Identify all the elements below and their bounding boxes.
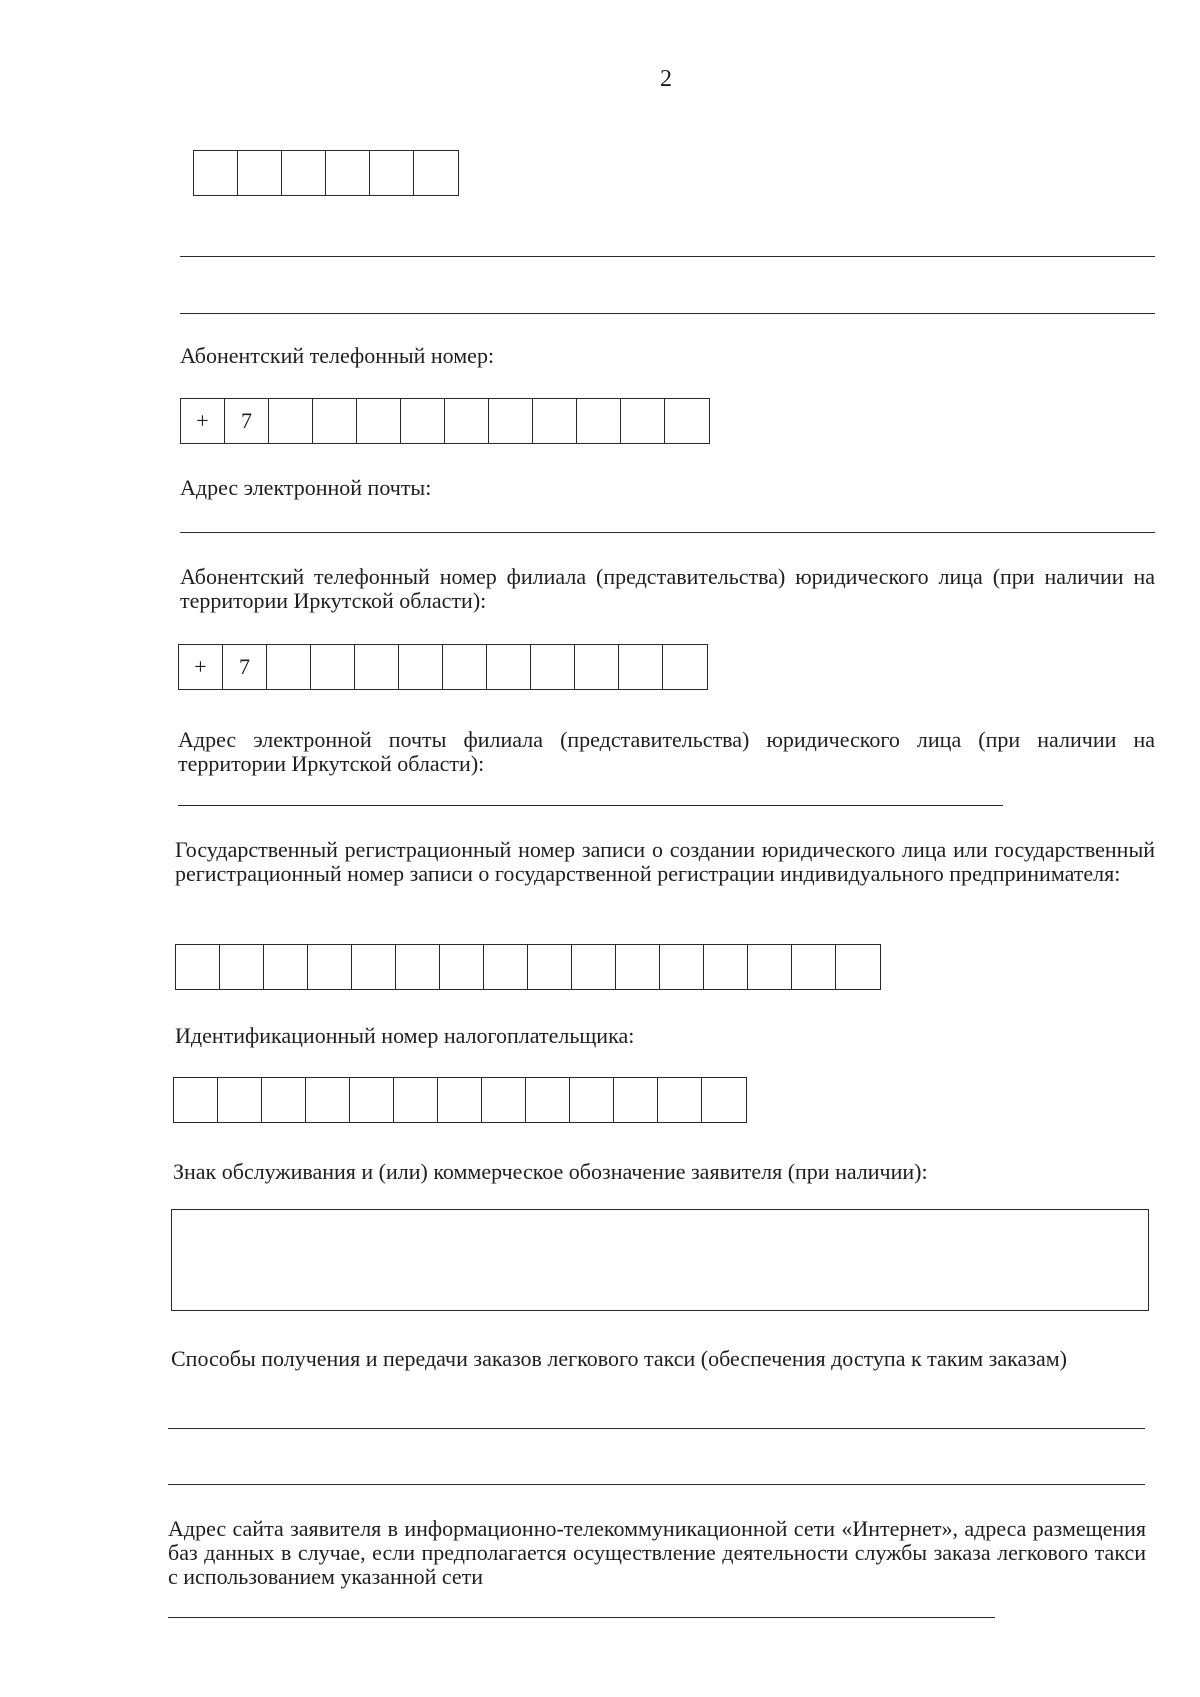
order-methods-line-2[interactable] — [168, 1484, 1145, 1485]
digit-cell[interactable] — [533, 399, 577, 443]
digit-cell[interactable] — [396, 945, 440, 989]
digit-cell[interactable] — [326, 151, 370, 195]
phone-label: Абонентский телефонный номер: — [180, 343, 495, 368]
digit-cell[interactable] — [282, 151, 326, 195]
digit-cell[interactable] — [438, 1078, 482, 1122]
email-field-line[interactable] — [180, 532, 1155, 533]
digit-cell[interactable] — [614, 1078, 658, 1122]
digit-cell[interactable] — [487, 645, 531, 689]
trademark-label: Знак обслуживания и (или) коммерческое обозначение заявителя (при наличии): — [173, 1159, 928, 1184]
digit-cell[interactable] — [308, 945, 352, 989]
digit-cell[interactable] — [401, 399, 445, 443]
digit-cell[interactable] — [311, 645, 355, 689]
blank-line-2[interactable] — [180, 313, 1155, 314]
digit-cell[interactable] — [440, 945, 484, 989]
digit-cell[interactable] — [194, 151, 238, 195]
digit-cell[interactable]: 7 — [225, 399, 269, 443]
digit-cell[interactable] — [306, 1078, 350, 1122]
ogrn-label: Государственный регистрационный номер записи о создании юридического лица или государственный регистрационный номер записи о государственной регистрации индивидуального предпринимателя: — [175, 837, 1155, 886]
digit-cell[interactable] — [264, 945, 308, 989]
digit-cell[interactable] — [572, 945, 616, 989]
digit-cell[interactable] — [313, 399, 357, 443]
trademark-textbox[interactable] — [171, 1209, 1149, 1311]
digit-cell[interactable] — [621, 399, 665, 443]
order-methods-line-1[interactable] — [168, 1428, 1145, 1429]
digit-cell[interactable] — [218, 1078, 262, 1122]
digit-cell[interactable] — [660, 945, 704, 989]
digit-cell[interactable] — [262, 1078, 306, 1122]
digit-cell[interactable] — [836, 945, 880, 989]
digit-cell[interactable]: + — [179, 645, 223, 689]
digit-cell[interactable] — [575, 645, 619, 689]
digit-cell[interactable] — [616, 945, 660, 989]
digit-cell[interactable] — [267, 645, 311, 689]
digit-cell[interactable] — [702, 1078, 746, 1122]
digit-cell[interactable] — [355, 645, 399, 689]
website-label: Адрес сайта заявителя в информационно-телекоммуникационной сети «Интернет», адреса размещения баз данных в случае, если предполагается осуществление деятельности службы заказа легкового такси с использованием указанной сети — [168, 1516, 1146, 1589]
digit-cell[interactable] — [663, 645, 707, 689]
page-number: 2 — [660, 66, 672, 92]
digit-cell[interactable] — [220, 945, 264, 989]
website-field-line[interactable] — [168, 1617, 995, 1618]
digit-cell[interactable] — [357, 399, 401, 443]
top-code-cells[interactable] — [193, 150, 459, 196]
digit-cell[interactable] — [482, 1078, 526, 1122]
digit-cell[interactable] — [704, 945, 748, 989]
digit-cell[interactable] — [526, 1078, 570, 1122]
phone-cells[interactable] — [180, 398, 710, 444]
digit-cell[interactable] — [394, 1078, 438, 1122]
branch-phone-label: Абонентский телефонный номер филиала (представительства) юридического лица (при наличии на территории Иркутской области): — [180, 564, 1155, 613]
digit-cell[interactable] — [748, 945, 792, 989]
digit-cell[interactable] — [531, 645, 575, 689]
ogrn-cells[interactable] — [175, 944, 881, 990]
branch-email-label: Адрес электронной почты филиала (представительства) юридического лица (при наличии на территории Иркутской области): — [178, 727, 1155, 776]
digit-cell[interactable] — [665, 399, 709, 443]
branch-phone-cells[interactable] — [178, 644, 708, 690]
order-methods-label: Способы получения и передачи заказов легкового такси (обеспечения доступа к таким заказам) — [171, 1346, 1067, 1371]
digit-cell[interactable] — [658, 1078, 702, 1122]
digit-cell[interactable] — [269, 399, 313, 443]
digit-cell[interactable] — [350, 1078, 394, 1122]
digit-cell[interactable]: + — [181, 399, 225, 443]
digit-cell[interactable] — [489, 399, 533, 443]
branch-email-field-line[interactable] — [178, 805, 1003, 806]
digit-cell[interactable] — [619, 645, 663, 689]
digit-cell[interactable] — [370, 151, 414, 195]
inn-label: Идентификационный номер налогоплательщика: — [175, 1023, 635, 1048]
email-label: Адрес электронной почты: — [180, 475, 432, 500]
digit-cell[interactable] — [238, 151, 282, 195]
digit-cell[interactable] — [570, 1078, 614, 1122]
digit-cell[interactable] — [792, 945, 836, 989]
inn-cells[interactable] — [173, 1077, 747, 1123]
digit-cell[interactable] — [352, 945, 396, 989]
digit-cell[interactable] — [399, 645, 443, 689]
digit-cell[interactable] — [414, 151, 458, 195]
digit-cell[interactable] — [176, 945, 220, 989]
digit-cell[interactable]: 7 — [223, 645, 267, 689]
digit-cell[interactable] — [528, 945, 572, 989]
digit-cell[interactable] — [174, 1078, 218, 1122]
digit-cell[interactable] — [577, 399, 621, 443]
digit-cell[interactable] — [445, 399, 489, 443]
digit-cell[interactable] — [443, 645, 487, 689]
blank-line-1[interactable] — [180, 256, 1155, 257]
digit-cell[interactable] — [484, 945, 528, 989]
